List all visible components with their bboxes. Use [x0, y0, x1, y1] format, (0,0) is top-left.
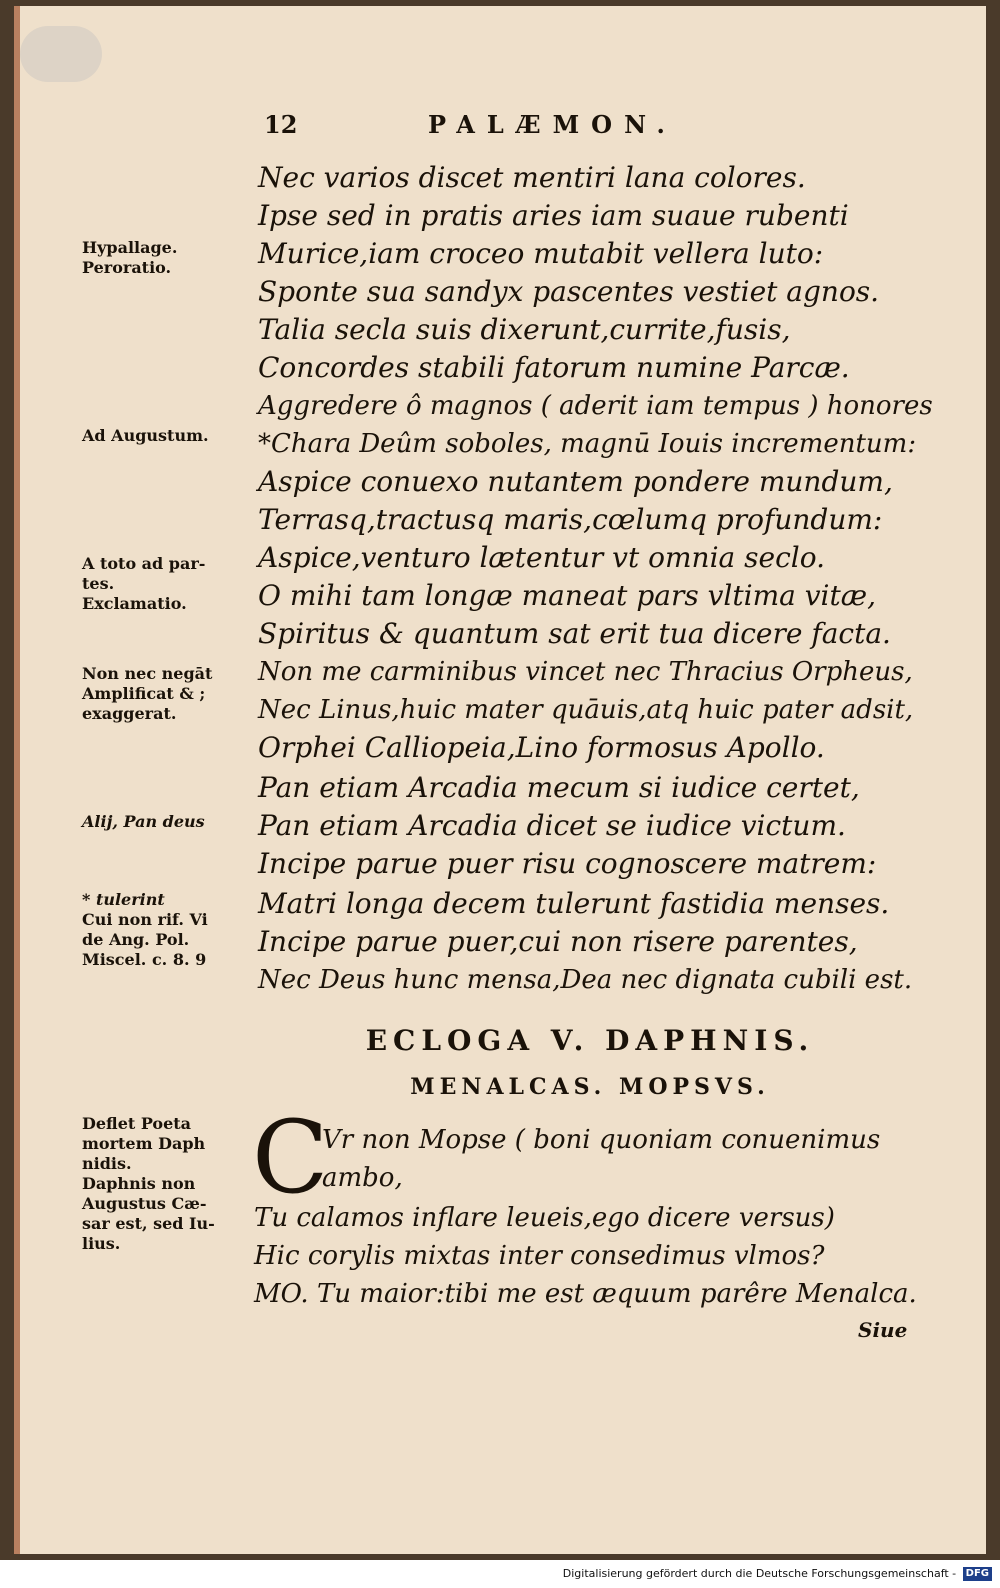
verse-line: Concordes stabili fatorum numine Parcæ. — [258, 351, 850, 384]
margin-note — [82, 664, 247, 724]
margin-note-line: Hypallage. — [82, 238, 178, 257]
verse-line: Nec Deus hunc mensa,Dea nec dignata cubili est. — [258, 965, 913, 995]
margin-note-line: Non nec negāt — [82, 664, 213, 683]
running-title: PALÆMON. — [428, 110, 677, 139]
eclogue-title: ECLOGA V. DAPHNIS. — [365, 1024, 815, 1057]
verse-line: Tu calamos inflare leueis,ego dicere versus) — [254, 1203, 835, 1233]
verse-line: Aspice conuexo nutantem pondere mundum, — [258, 465, 893, 498]
dfg-logo: DFG — [963, 1567, 992, 1581]
verse-line: Hic corylis mixtas inter consedimus vlmos? — [254, 1241, 825, 1271]
verse-line: Nec varios discet mentiri lana colores. — [258, 161, 806, 194]
margin-note-line: Peroratio. — [82, 258, 172, 277]
margin-note-line: * tulerint — [82, 890, 165, 909]
margin-note-line: Miscel. c. 8. 9 — [82, 950, 207, 969]
margin-note-line: Amplificat & ; — [82, 684, 206, 703]
verse-line: Incipe parue puer risu cognoscere matrem: — [258, 847, 877, 880]
margin-note-line: Alij, Pan deus — [82, 812, 205, 831]
margin-note-line: Deflet Poeta — [82, 1114, 192, 1133]
verse-line: Aggredere ô magnos ( aderit iam tempus ) honores — [258, 391, 933, 421]
margin-note-line: de Ang. Pol. — [82, 930, 190, 949]
margin-note — [82, 812, 247, 832]
margin-note — [82, 1114, 247, 1254]
verse-line: *Chara Deûm soboles, magnū Iouis incrementum: — [258, 429, 917, 459]
verse-line: Matri longa decem tulerunt fastidia menses. — [258, 887, 890, 920]
verse-line: ambo, — [322, 1163, 403, 1193]
footer — [0, 1560, 1000, 1588]
margin-note — [82, 238, 247, 278]
verse-line: O mihi tam longæ maneat pars vltima vitæ, — [258, 579, 876, 612]
verse-line: Pan etiam Arcadia mecum si iudice certet, — [258, 771, 860, 804]
margin-note-line: nidis. — [82, 1154, 132, 1173]
margin-note — [82, 890, 247, 970]
margin-note-line: Cui non rif. Vi — [82, 910, 208, 929]
verse-line: Aspice,venturo lætentur vt omnia seclo. — [258, 541, 825, 574]
margin-note-line: lius. — [82, 1234, 121, 1253]
margin-note-line: tes. — [82, 574, 115, 593]
catchword: Siue — [858, 1318, 908, 1342]
verse-line: Ipse sed in pratis aries iam suaue rubenti — [258, 199, 849, 232]
margin-note-line: A toto ad par- — [82, 554, 206, 573]
drop-capital: C — [252, 1099, 329, 1216]
eclogue-speakers: MENALCAS. MOPSVS. — [410, 1074, 770, 1100]
verse-line: Talia secla suis dixerunt,currite,fusis, — [258, 313, 791, 346]
margin-note-line: mortem Daph — [82, 1134, 206, 1153]
verse-line: Terrasq,tractusq maris,cœlumq profundum: — [258, 503, 883, 536]
verse-line: Incipe parue puer,cui non risere parentes, — [258, 925, 858, 958]
verse-line: Non me carminibus vincet nec Thracius Orpheus, — [258, 657, 913, 687]
verse-line: Vr non Mopse ( boni quoniam conuenimus — [322, 1125, 881, 1155]
page-tab — [20, 26, 102, 82]
verse-line: Murice,iam croceo mutabit vellera luto: — [258, 237, 824, 270]
margin-note-line: Augustus Cæ- — [82, 1194, 207, 1213]
margin-note-line: Exclamatio. — [82, 594, 187, 613]
margin-note — [82, 426, 247, 446]
footer-text: Digitalisierung gefördert durch die Deutsche Forschungsgemeinschaft - — [562, 1567, 957, 1580]
margin-note-line: exaggerat. — [82, 704, 177, 723]
margin-note-line: Ad Augustum. — [82, 426, 209, 445]
folio-number: 12 — [264, 110, 298, 139]
verse-line: Pan etiam Arcadia dicet se iudice victum. — [258, 809, 846, 842]
margin-note — [82, 554, 247, 614]
verse-line: MO. Tu maior:tibi me est æquum parêre Menalca. — [254, 1279, 917, 1309]
page-header — [258, 110, 948, 144]
verse-line: Sponte sua sandyx pascentes vestiet agnos. — [258, 275, 880, 308]
verse-line: Spiritus & quantum sat erit tua dicere facta. — [258, 617, 891, 650]
verse-line: Nec Linus,huic mater quāuis,atq huic pater adsit, — [258, 695, 914, 725]
verse-line: Orphei Calliopeia,Lino formosus Apollo. — [258, 731, 825, 764]
margin-note-line: sar est, sed Iu- — [82, 1214, 215, 1233]
margin-note-line: Daphnis non — [82, 1174, 196, 1193]
